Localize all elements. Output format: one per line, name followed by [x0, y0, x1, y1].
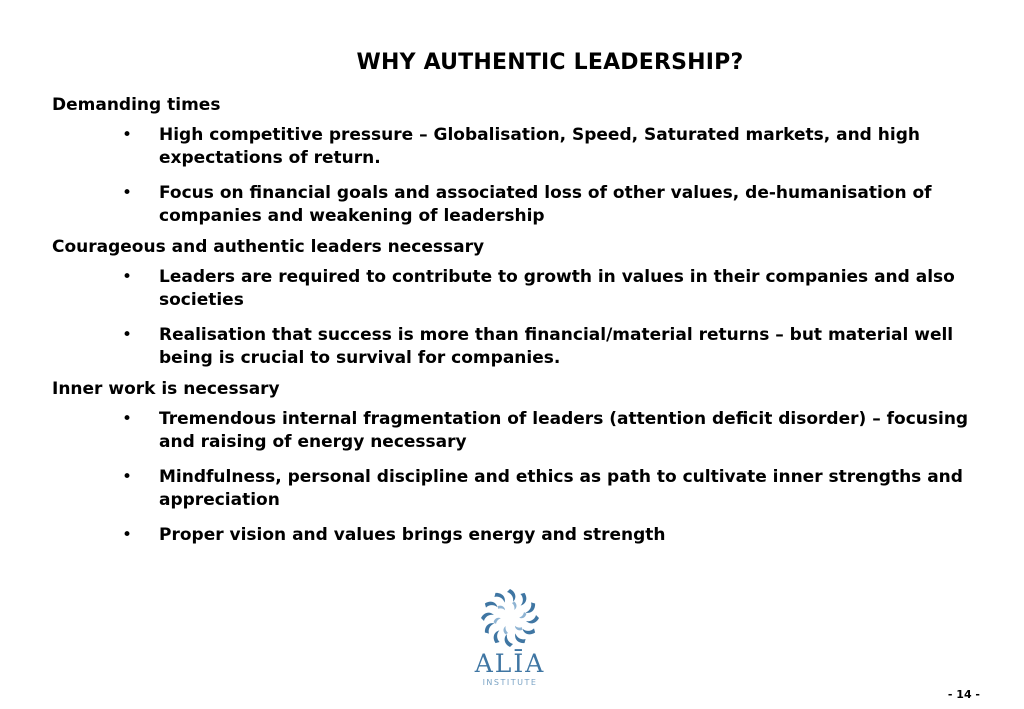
section-heading: Inner work is necessary: [52, 379, 280, 399]
bullet-icon: •: [122, 183, 133, 203]
section-heading: Courageous and authentic leaders necessary: [52, 237, 485, 257]
list-item: [52, 408, 982, 454]
section-heading: Demanding times: [52, 95, 221, 115]
slide-content: [52, 94, 982, 555]
list-item: [52, 466, 982, 512]
bullet-text: Mindfulness, personal discipline and ethics as path to cultivate inner strengths and appreciation: [159, 467, 963, 510]
bullet-text: Focus on financial goals and associated loss of other values, de-humanisation of companies and weakening of leadership: [159, 183, 932, 226]
bullet-icon: •: [122, 267, 133, 287]
bullet-icon: •: [122, 125, 133, 145]
list-item: [52, 182, 982, 228]
bullet-text: Realisation that success is more than financial/material returns – but material well being is crucial to survival for companies.: [159, 325, 954, 368]
bullet-icon: •: [122, 409, 133, 429]
alia-institute-logo: [470, 586, 550, 691]
bullet-list: [52, 124, 982, 228]
page-number: - 14 -: [947, 688, 980, 701]
bullet-text: Tremendous internal fragmentation of leaders (attention deficit disorder) – focusing and raising of energy necessary: [159, 409, 969, 452]
bullet-text: Leaders are required to contribute to growth in values in their companies and also societies: [159, 267, 955, 310]
spiral-mandala-icon: [480, 586, 540, 650]
bullet-text: High competitive pressure – Globalisation, Speed, Saturated markets, and high expectations of return.: [159, 125, 920, 168]
list-item: [52, 124, 982, 170]
section-inner-work: [52, 378, 982, 547]
bullet-list: [52, 266, 982, 370]
bullet-icon: •: [122, 467, 133, 487]
section-courageous-leaders: [52, 236, 982, 370]
bullet-icon: •: [122, 325, 133, 345]
logo-subtitle: INSTITUTE: [482, 678, 538, 687]
section-demanding-times: [52, 94, 982, 228]
page-title: WHY AUTHENTIC LEADERSHIP?: [356, 50, 744, 75]
logo-wordmark: ALĪA: [474, 649, 546, 678]
list-item: [52, 324, 982, 370]
list-item: [52, 524, 982, 547]
bullet-list: [52, 408, 982, 547]
list-item: [52, 266, 982, 312]
bullet-icon: •: [122, 525, 133, 545]
bullet-text: Proper vision and values brings energy and strength: [159, 525, 666, 545]
